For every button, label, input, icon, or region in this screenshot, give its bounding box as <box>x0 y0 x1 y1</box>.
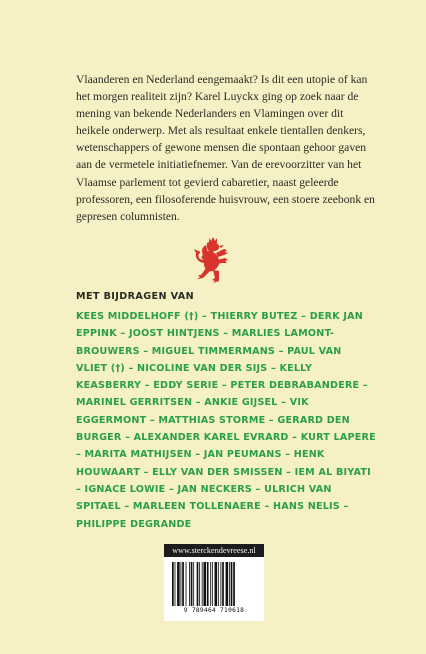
contributor-separator: – <box>268 414 274 426</box>
contributor-name: IEM AL BIYATI <box>294 466 371 478</box>
contributor-name: KURT LAPERE <box>300 432 376 444</box>
contributor-name: THIERRY BUTEZ <box>210 311 298 322</box>
contributor-name: DERK JAN EPPINK <box>76 311 363 340</box>
contributor-separator: – <box>362 380 368 392</box>
contributor-separator: – <box>292 432 298 444</box>
contributor-separator: – <box>143 345 149 357</box>
contributor-name: ELLY VAN DER SMISSEN <box>152 466 283 478</box>
contributor-separator: – <box>149 414 155 426</box>
contributor-separator: – <box>264 501 270 513</box>
contributor-separator: – <box>144 380 150 392</box>
contributor-name: NICOLINE VAN DER SIJS <box>137 362 268 374</box>
red-lion-icon <box>192 236 234 286</box>
contributor-separator: – <box>281 397 287 409</box>
contributor-separator: – <box>125 432 131 444</box>
contributor-separator: – <box>76 483 81 495</box>
barcode-icon <box>171 562 257 606</box>
contributors-list <box>76 308 376 533</box>
contributor-separator: – <box>223 328 229 340</box>
contributor-separator: – <box>143 466 149 478</box>
contributor-name: JAN NECKERS <box>177 483 252 495</box>
contributor-separator: – <box>76 449 81 461</box>
contributor-name: HANS NELIS <box>272 501 340 513</box>
contributor-name: EDDY SERIE <box>153 380 219 392</box>
contributor-name: ANKIE GIJSEL <box>204 397 278 409</box>
contributors-heading: MET BIJDRAGEN VAN <box>76 291 195 302</box>
contributor-name: MIGUEL TIMMERMANS <box>151 345 276 357</box>
blurb-text: Vlaanderen en Nederland eengemaakt? Is dit een utopie of kan het morgen realiteit zijn? Karel Luyckx ging op zoek naar de mening van bekende Nederlanders en Vlamingen over dit heikele onderwerp. Met als resultaat enkele tientallen denkers, wetenschappers of gewone mensen die spontaan gehoor gaven aan de vermetele initiatiefnemer. Van de erevoorzitter van het Vlaamse parlement tot gevierd cabaretier, naast geleerde professoren, een filosoferende huisvrouw, een stoere zeebonk en gepresen columnisten. <box>76 73 375 223</box>
contributor-separator: – <box>255 483 261 495</box>
contributor-name: ALEXANDER KAREL EVRARD <box>133 432 289 444</box>
contributor-separator: – <box>221 380 227 392</box>
contributor-separator: – <box>301 311 307 322</box>
contributor-separator: – <box>278 345 284 357</box>
contributor-name: KEES MIDDELHOFF (†) <box>76 311 199 322</box>
contributor-name: VIK EGGERMONT <box>76 397 309 426</box>
contributor-name: MARINEL GERRITSEN <box>76 397 193 409</box>
contributor-separator: – <box>285 449 291 461</box>
contributor-separator: – <box>343 501 349 513</box>
contributor-separator: – <box>286 466 292 478</box>
contributor-name: MARITA MATHIJSEN <box>84 449 192 461</box>
contributor-separator: – <box>202 311 208 322</box>
barcode-box <box>164 557 264 621</box>
contributor-name: PETER DEBRABANDERE <box>230 380 360 392</box>
contributor-separator: – <box>195 397 201 409</box>
contributor-name: IGNACE LOWIE <box>84 483 166 495</box>
contributor-name: MARLEEN TOLLENAERE <box>132 501 261 513</box>
contributor-separator: – <box>128 362 134 374</box>
contributor-name: HENK HOUWAART <box>76 449 325 478</box>
contributor-name: KELLY KEASBERRY <box>76 362 313 392</box>
contributor-name: JOOST HINTJENS <box>128 328 220 340</box>
publisher-website: www.sterckendevreese.nl <box>172 546 256 555</box>
contributor-separator: – <box>124 501 130 513</box>
contributor-name: JAN PEUMANS <box>203 449 282 461</box>
contributor-name: PAUL VAN VLIET (†) <box>76 345 342 374</box>
contributor-name: MARLIES LAMONT-BROUWERS <box>76 328 334 357</box>
isbn-digits: 9 789464 710618 <box>183 607 245 614</box>
publisher-website-strip <box>164 544 264 557</box>
contributor-separator: – <box>120 328 126 340</box>
contributor-separator: – <box>195 449 201 461</box>
contributor-name: GERARD DEN BURGER <box>76 414 350 444</box>
contributor-separator: – <box>270 362 276 374</box>
contributor-name: MATTHIAS STORME <box>158 414 266 426</box>
contributor-name: PHILIPPE DEGRANDE <box>76 518 192 530</box>
contributor-separator: – <box>168 483 174 495</box>
contributor-name: ULRICH VAN SPITAEL <box>76 483 332 513</box>
